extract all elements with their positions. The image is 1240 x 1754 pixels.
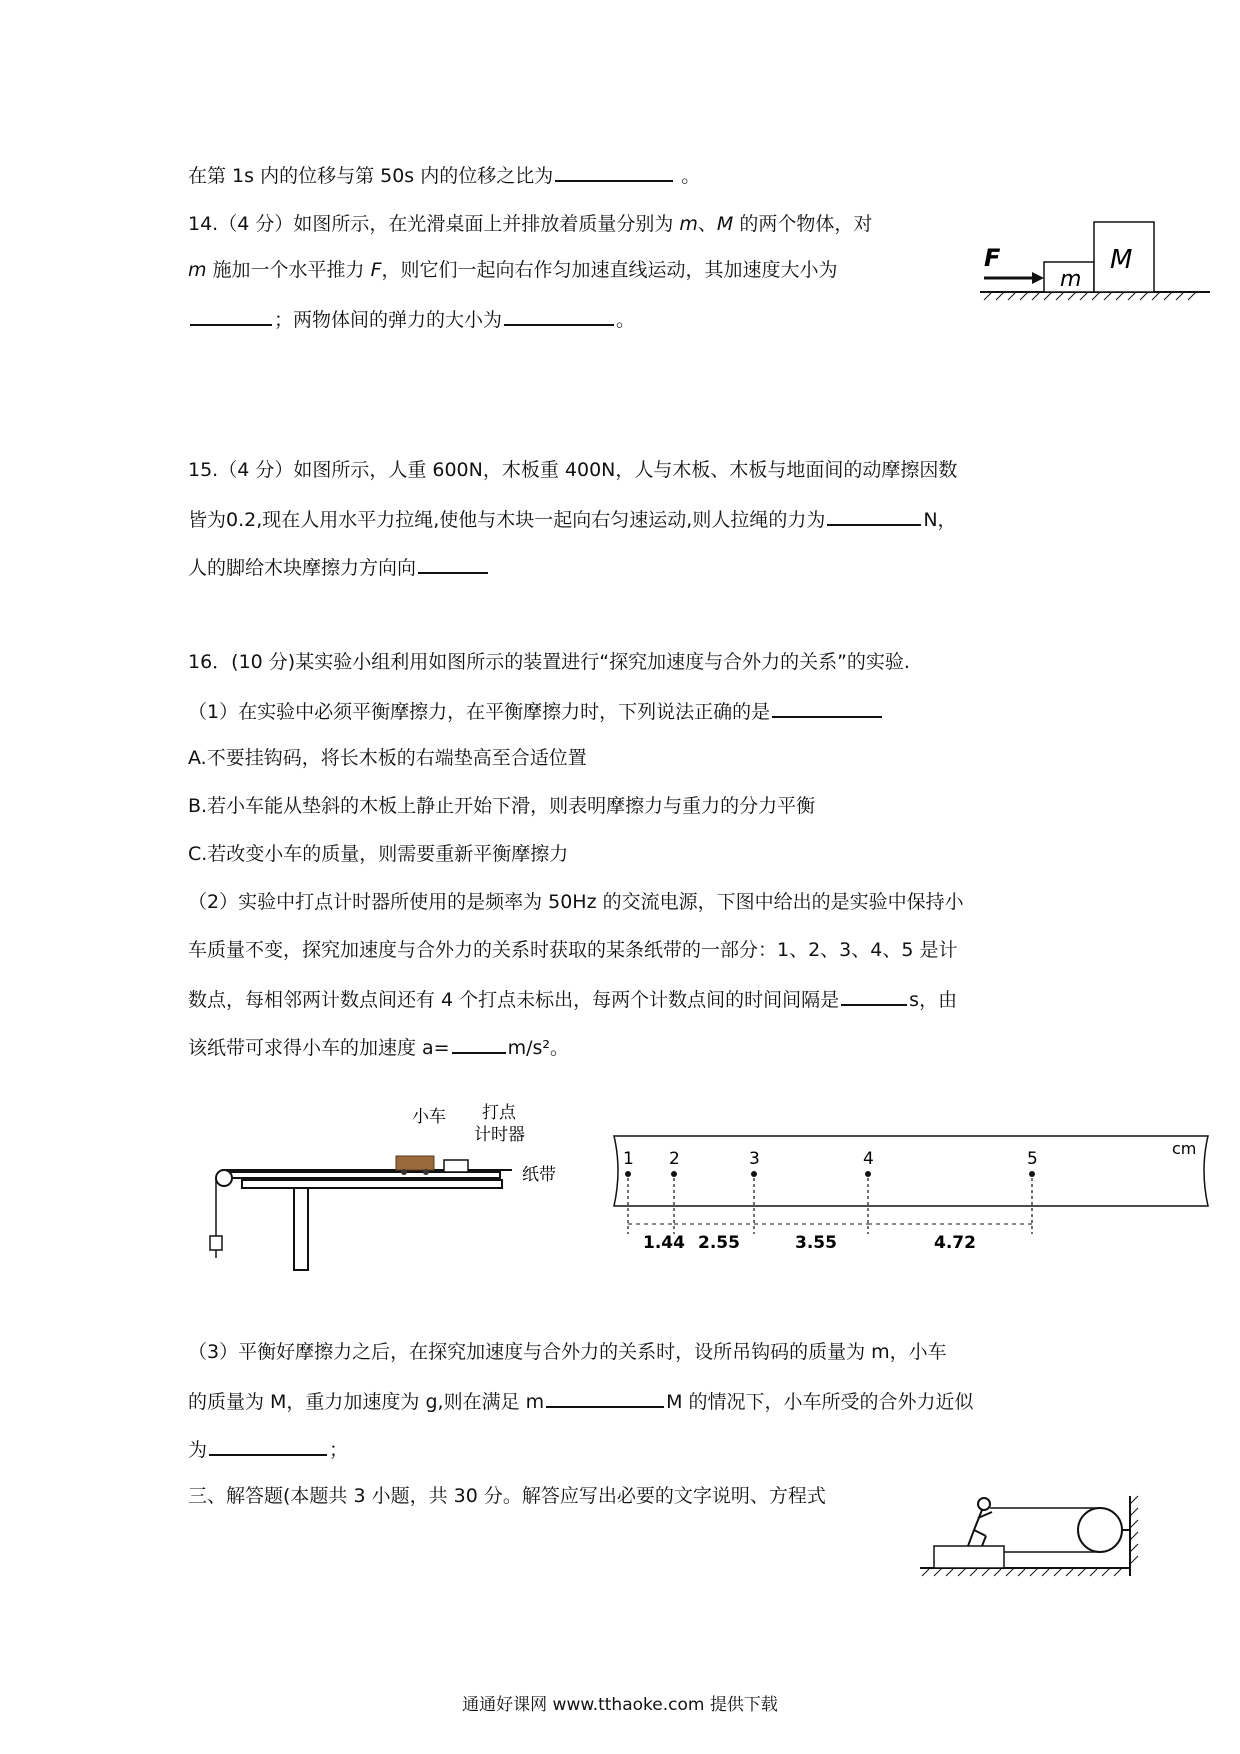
cart-label: 小车 [412, 1107, 446, 1127]
q16-option-c: C.若改变小车的质量，则需要重新平衡摩擦力 [188, 843, 569, 865]
q14-var-M: M [716, 213, 734, 235]
q16-line-1: 16．(10 分)某实验小组利用如图所示的装置进行“探究加速度与合外力的关系”的实验. [188, 651, 910, 673]
hook-weight [210, 1236, 222, 1250]
distance-label: 1.44 [643, 1233, 685, 1253]
q14-label-m: m [1060, 267, 1082, 292]
q13-end: 。 [681, 165, 701, 187]
q14-text: 施加一个水平推力 [206, 259, 371, 281]
q14-label-M: M [1110, 245, 1133, 275]
q14-force-arrowhead [1032, 272, 1044, 284]
q15-force-blank[interactable] [827, 506, 921, 526]
paper-tape [614, 1136, 1208, 1206]
table-leg [294, 1188, 308, 1270]
counting-point-label: 4 [863, 1149, 874, 1169]
person-icon [968, 1498, 992, 1546]
q15-direction-blank[interactable] [418, 554, 488, 574]
distance-label: 4.72 [934, 1233, 976, 1253]
q13-text: 在第 1s 内的位移与第 50s 内的位移之比为 [188, 165, 554, 187]
q15-line-1: 15.（4 分）如图所示，人重 600N，木板重 400N，人与木板、木板与地面间的动摩擦因数 [188, 459, 958, 481]
section-3-heading: 三、解答题(本题共 3 小题，共 30 分。解答应写出必要的文字说明、方程式 [188, 1485, 826, 1507]
q14-line-2 [188, 258, 838, 282]
q16-text: 该纸带可求得小车的加速度 a= [188, 1037, 450, 1059]
pulley [216, 1170, 232, 1186]
q16-text: M 的情况下，小车所受的合外力近似 [666, 1391, 974, 1413]
counting-point-dot [865, 1171, 871, 1177]
q16-part3-line-1: （3）平衡好摩擦力之后，在探究加速度与合外力的关系时，设所吊钩码的质量为 m，小车 [188, 1341, 947, 1363]
q16-text: 的质量为 M，重力加速度为 g,则在满足 m [188, 1391, 545, 1413]
q16-acceleration-blank[interactable] [452, 1034, 506, 1054]
cart-wheel [401, 1169, 407, 1175]
tape-label: 纸带 [522, 1165, 556, 1185]
q13-answer-blank[interactable] [555, 162, 673, 182]
q16-part2-line-1: （2）实验中打点计时器所使用的是频率为 50Hz 的交流电源，下图中给出的是实验中保持小 [188, 891, 964, 913]
q16-unit: m/s²。 [507, 1037, 570, 1059]
q13-tail-line [188, 162, 700, 188]
q15-text: 皆为0.2,现在人用水平力拉绳,使他与木块一起向右匀速运动,则人拉绳的力为 [188, 509, 826, 531]
q14-ground-hatch [984, 292, 1196, 300]
q15-line-3 [188, 554, 490, 580]
q16-option-b: B.若小车能从垫斜的木板上静止开始下滑，则表明摩擦力与重力的分力平衡 [188, 795, 816, 817]
q16-part3-line-3 [188, 1436, 348, 1462]
counting-point-dot [625, 1171, 631, 1177]
q15-text: 人的脚给木块摩擦力方向向 [188, 557, 417, 579]
q16-part2-line-3 [188, 986, 957, 1012]
timer-label-1: 打点 [482, 1103, 516, 1123]
q14-blocks-figure [980, 220, 1220, 310]
counting-point-label: 1 [623, 1149, 634, 1169]
q14-var-m: m [188, 259, 207, 281]
q16-option-a: A.不要挂钩码，将长木板的右端垫高至合适位置 [188, 747, 587, 769]
counting-point-label: 2 [669, 1149, 680, 1169]
q16-text: 数点，每相邻两计数点间还有 4 个打点未标出，每两个计数点间的时间间隔是 [188, 989, 840, 1011]
q14-end: 。 [616, 309, 636, 331]
q16-part1-text: （1）在实验中必须平衡摩擦力，在平衡摩擦力时，下列说法正确的是 [188, 701, 771, 723]
q15-line-2 [188, 506, 957, 532]
q14-force-blank[interactable] [504, 306, 614, 326]
q15-unit: N， [923, 509, 957, 531]
q16-text: 为 [188, 1439, 208, 1461]
counting-point-dot [1029, 1171, 1035, 1177]
table-top [242, 1180, 502, 1188]
wall-hatch [1130, 1496, 1138, 1564]
q14-line-3 [188, 306, 635, 332]
q14-line-1 [188, 212, 872, 236]
long-board [230, 1172, 500, 1178]
q14-acceleration-blank[interactable] [190, 306, 272, 326]
q16-part2-line-2: 车质量不变，探究加速度与合外力的关系时获取的某条纸带的一部分：1、2、3、4、5 是计 [188, 939, 958, 961]
q15-person-board-figure [916, 1490, 1146, 1590]
q16-text: s，由 [909, 989, 958, 1011]
q14-sep: 、 [697, 213, 717, 235]
wooden-board [934, 1546, 1004, 1568]
counting-point-label: 5 [1027, 1149, 1038, 1169]
q14-text: 14.（4 分）如图所示，在光滑桌面上并排放着质量分别为 [188, 213, 680, 235]
distance-label: 3.55 [795, 1233, 837, 1253]
counting-point-label: 3 [749, 1149, 760, 1169]
q16-force-blank[interactable] [209, 1436, 327, 1456]
counting-point-dot [671, 1171, 677, 1177]
tape-unit: cm [1172, 1139, 1197, 1158]
q16-part1 [188, 698, 884, 724]
dot-timer [444, 1160, 468, 1172]
q16-apparatus-figure [190, 1100, 580, 1280]
q14-text: ；两物体间的弹力的大小为 [274, 309, 503, 331]
ground-hatch [922, 1568, 1122, 1576]
q14-text: ，则它们一起向右作匀加速直线运动，其加速度大小为 [381, 259, 838, 281]
q14-text-end: 的两个物体，对 [733, 213, 873, 235]
cart-wheel [423, 1169, 429, 1175]
q16-condition-blank[interactable] [546, 1388, 664, 1408]
q14-var-m: m [679, 213, 698, 235]
pulley-wheel [1078, 1508, 1122, 1552]
q16-part3-line-2 [188, 1388, 974, 1414]
distance-label: 2.55 [698, 1233, 740, 1253]
q16-part1-blank[interactable] [772, 698, 882, 718]
timer-label-2: 计时器 [474, 1125, 525, 1145]
q16-part2-line-4 [188, 1034, 569, 1060]
q16-text: ； [329, 1439, 349, 1461]
footer-source: 通通好课网 www.tthaoke.com 提供下载 [462, 1695, 778, 1715]
q16-interval-blank[interactable] [841, 986, 907, 1006]
q16-tape-figure [608, 1130, 1220, 1280]
cart [396, 1156, 434, 1170]
q14-var-F: F [370, 259, 382, 281]
q14-label-F: F [984, 244, 1001, 272]
counting-point-dot [751, 1171, 757, 1177]
